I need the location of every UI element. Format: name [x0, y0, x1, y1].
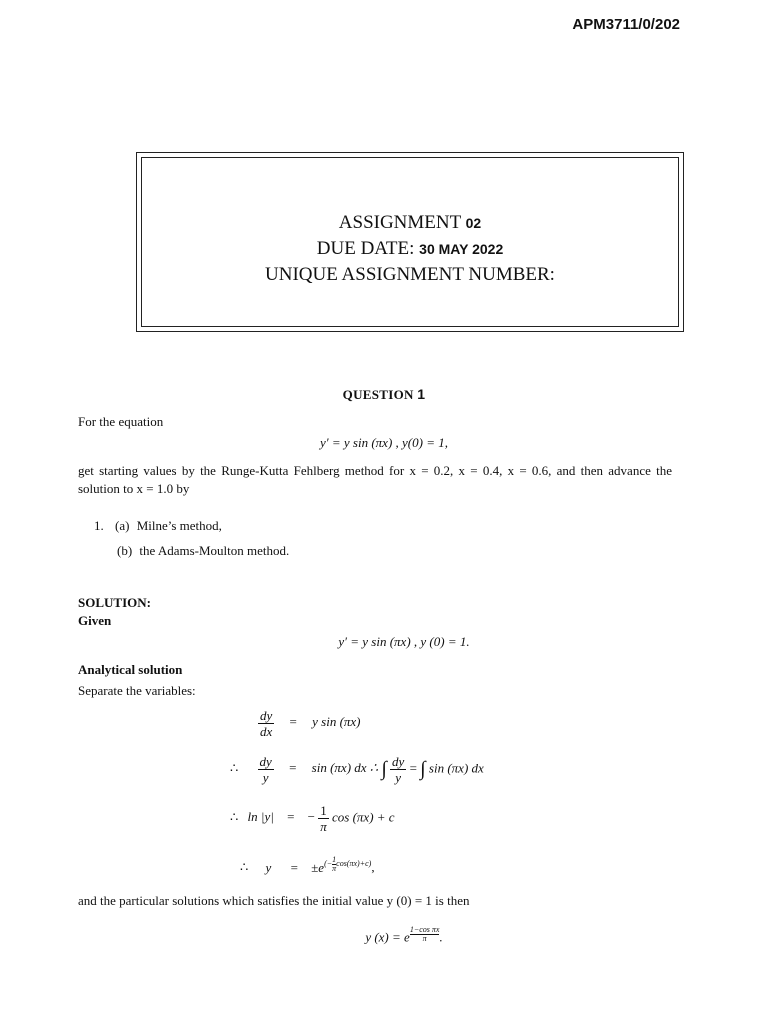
due-date-value: 30 MAY 2022: [419, 241, 504, 257]
title-box: [136, 152, 684, 332]
particular-solution-text: and the particular solutions which satisfies the initial value y (0) = 1 is then: [78, 893, 470, 908]
therefore-symbol: ∴: [240, 859, 249, 875]
list-item-b: [117, 543, 289, 559]
equation-row-4: [240, 856, 375, 876]
document-code: APM3711/0/202: [572, 16, 680, 33]
question-text: get starting values by the Runge-Kutta Fehlberg method for x = 0.2, x = 0.4, x = 0.6, and then advance the solution to x = 1.0 by: [78, 463, 672, 496]
due-date-label: DUE DATE:: [316, 238, 415, 259]
solution-label: SOLUTION:: [78, 595, 151, 610]
final-solution: [0, 926, 768, 946]
ln-abs-y: ln |y|: [247, 809, 274, 825]
assignment-number: 02: [465, 215, 482, 231]
exponent-fraction: $\frac{1}{\pi}$: [332, 855, 337, 873]
question-equation: y′ = y sin (πx) , y(0) = 1,: [320, 435, 448, 450]
analytical-solution-heading: Analytical solution: [78, 662, 183, 677]
rhs: cos (πx) + c: [332, 809, 395, 825]
list-sub-label: (b): [117, 543, 133, 558]
list-sub-label: (a): [115, 518, 130, 533]
final-exponent: 1−cos πx π: [409, 925, 440, 943]
equals-sign: =: [289, 714, 297, 730]
integral-symbol: ∫: [420, 758, 426, 780]
question-heading: [0, 386, 768, 403]
question-label: QUESTION: [342, 387, 414, 402]
given-equation: y′ = y sin (πx) , y (0) = 1.: [338, 634, 470, 649]
rhs: y sin (πx): [312, 714, 361, 730]
final-lhs: y (x) = e: [365, 929, 410, 945]
assignment-line: [142, 210, 678, 236]
separate-variables-text: Separate the variables:: [78, 683, 196, 698]
lhs-y: y: [265, 859, 272, 875]
minus-sign: −: [307, 809, 315, 825]
unique-number-line: UNIQUE ASSIGNMENT NUMBER:: [265, 264, 555, 285]
equals-sign: =: [289, 760, 297, 776]
final-period: .: [439, 929, 443, 945]
equals-sign: =: [290, 859, 298, 875]
equation-row-2: [230, 754, 484, 785]
title-lines: [142, 210, 678, 287]
integral-fraction: $\frac{dy}{y}$: [392, 754, 405, 785]
trailing-comma: ,: [371, 859, 375, 875]
equals-sign: =: [287, 809, 295, 825]
list-item-text: the Adams-Moulton method.: [139, 543, 290, 558]
rhs-base: ±e: [311, 859, 325, 875]
equation-row-1: [258, 708, 361, 739]
fraction-1-pi: $\frac{1}{\pi}$: [320, 803, 327, 834]
rhs-part-1: sin (πx) dx ∴: [311, 760, 379, 776]
integral-symbol: ∫: [381, 758, 387, 780]
due-date-line: [142, 236, 678, 262]
title-box-inner-border: [141, 157, 679, 327]
fraction-dy-y: $\frac{dy}{y}$: [259, 754, 272, 785]
fraction-dy-dx: $\frac{dy}{dx}$: [260, 708, 273, 739]
list-number: 1.: [94, 518, 104, 533]
assignment-label: ASSIGNMENT: [338, 212, 461, 233]
equation-row-3: [230, 803, 395, 834]
given-label: Given: [78, 613, 112, 628]
therefore-symbol: ∴: [230, 760, 239, 776]
exponent: (− 1 π cos(πx)+c): [324, 855, 372, 873]
list-item-text: Milne’s method,: [136, 518, 222, 533]
therefore-symbol: ∴: [230, 809, 239, 825]
equals-sign-2: =: [409, 760, 421, 776]
list-item-a: [94, 518, 222, 534]
question-number: 1: [417, 386, 426, 402]
rhs-part-2: sin (πx) dx: [428, 760, 484, 776]
question-intro: For the equation: [78, 414, 164, 429]
